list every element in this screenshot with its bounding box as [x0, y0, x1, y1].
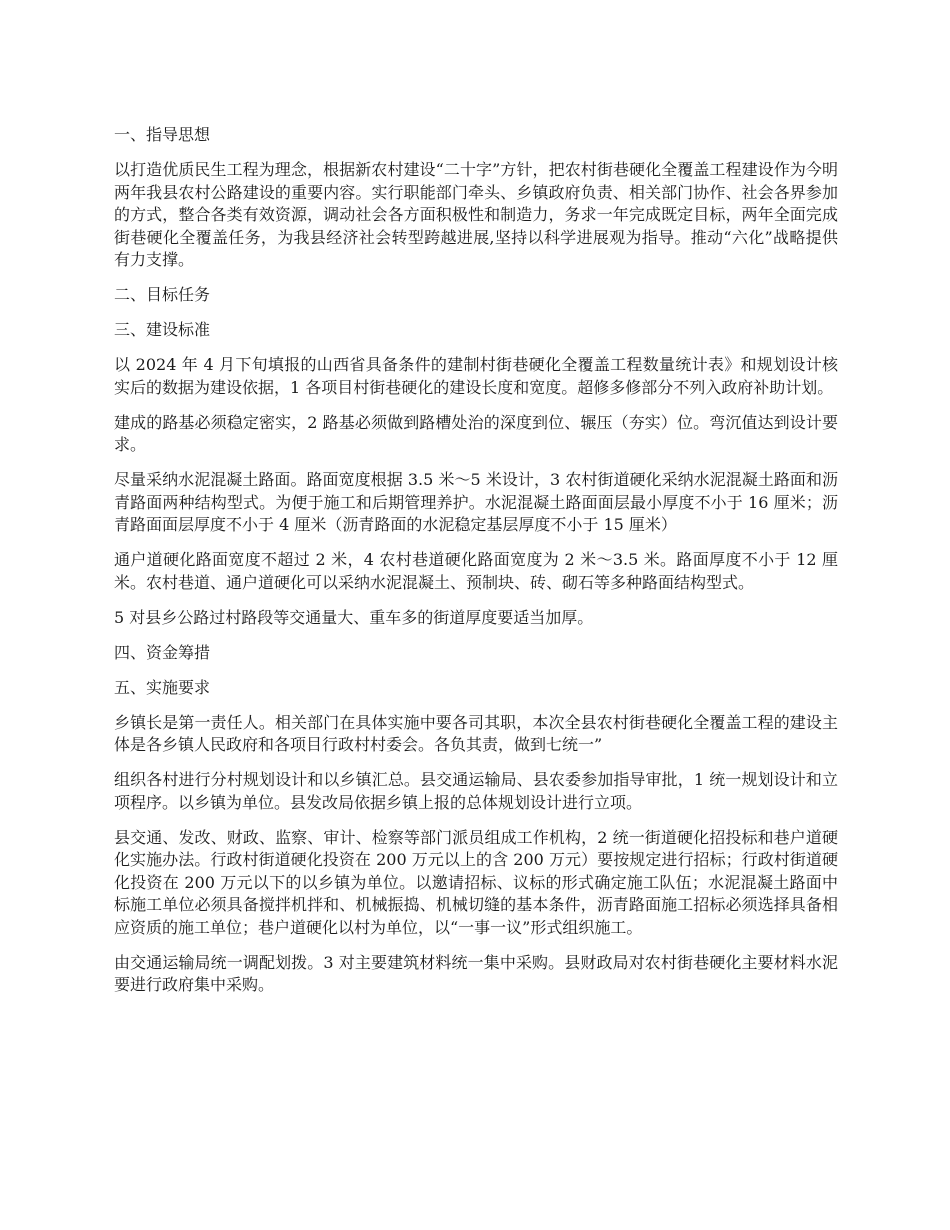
paragraph-implementation-2: 组织各村进行分村规划设计和以乡镇汇总。县交通运输局、县农委参加指导审批，1 统一规划设计和立项程序。以乡镇为单位。县发改局依据乡镇上报的总体规划设计进行立项。 [114, 770, 838, 812]
section-heading-implementation: 五、实施要求 [114, 677, 211, 697]
section-heading-construction-standards: 三、建设标准 [114, 320, 211, 339]
paragraph-implementation-1: 乡镇长是第一责任人。相关部门在具体实施中要各司其职，本次全县农村街巷硬化全覆盖工程的建设主体是各乡镇人民政府和各项目行政村村委会。各负其责，做到七统一” [114, 712, 838, 754]
paragraph-guiding-ideology: 以打造优质民生工程为理念，根据新农村建设“二十字”方针，把农村街巷硬化全覆盖工程建设作为今明两年我县农村公路建设的重要内容。实行职能部门牵头、乡镇政府负责、相关部门协作、社会各界参加的方式，整合各类有效资源，调动社会各方面积极性和制造力，务求一年完成既定目标，两年全面完成街巷硬化全覆盖任务，为我县经济社会转型跨越进展,坚持以科学进展观为指导。推动“六化”战略提供有力支撑。 [114, 160, 838, 269]
paragraph-implementation-3: 县交通、发改、财政、监察、审计、检察等部门派员组成工作机构，2 统一街道硬化招投标和巷户道硬化实施办法。行政村街道硬化投资在 200 万元以上的含 200 万元）要按规定进行招标；行政村街道硬化投资在 200 万元以下的以乡镇为单位。以邀请招标、议标的形式确定施工队伍；水泥混凝土路面中标施工单位必须具备搅拌机拌和、机械振捣、机械切缝的基本条件，沥青路面施工招标必须选择具备相应资质的施工单位；巷户道硬化以村为单位，以“一事一议”形式组织施工。 [114, 827, 838, 937]
section-heading-goals: 二、目标任务 [114, 285, 211, 304]
paragraph-standard-3: 尽量采纳水泥混凝土路面。路面宽度根据 3.5 米～5 米设计，3 农村街道硬化采纳水泥混凝土路面和沥青路面两种结构型式。为便于施工和后期管理养护。水泥混凝土路面面层最小厚度不小于 16 厘米；沥青路面面层厚度不小于 4 厘米（沥青路面的水泥稳定基层厚度不小于 15 厘米） [114, 470, 838, 534]
paragraph-standard-5: 5 对县乡公路过村路段等交通量大、重车多的街道厚度要适当加厚。 [114, 607, 594, 627]
paragraph-standard-2: 建成的路基必须稳定密实，2 路基必须做到路槽处治的深度到位、辗压（夯实）位。弯沉值达到设计要求。 [114, 412, 838, 454]
section-heading-guiding-ideology: 一、指导思想 [114, 125, 211, 144]
section-heading-funding: 四、资金筹措 [114, 642, 211, 662]
paragraph-standard-1: 以 2024 年 4 月下旬填报的山西省具备条件的建制村街巷硬化全覆盖工程数量统计表》和规划设计核实后的数据为建设依据，1 各项目村街巷硬化的建设长度和宽度。超修多修部分不列入政府补助计划。 [114, 355, 838, 397]
paragraph-implementation-4: 由交通运输局统一调配划拨。3 对主要建筑材料统一集中采购。县财政局对农村街巷硬化主要材料水泥要进行政府集中采购。 [114, 952, 838, 994]
paragraph-standard-4: 通户道硬化路面宽度不超过 2 米，4 农村巷道硬化路面宽度为 2 米～3.5 米。路面厚度不小于 12 厘米。农村巷道、通户道硬化可以采纳水泥混凝土、预制块、砖、砌石等多种路面结构型式。 [114, 550, 838, 592]
